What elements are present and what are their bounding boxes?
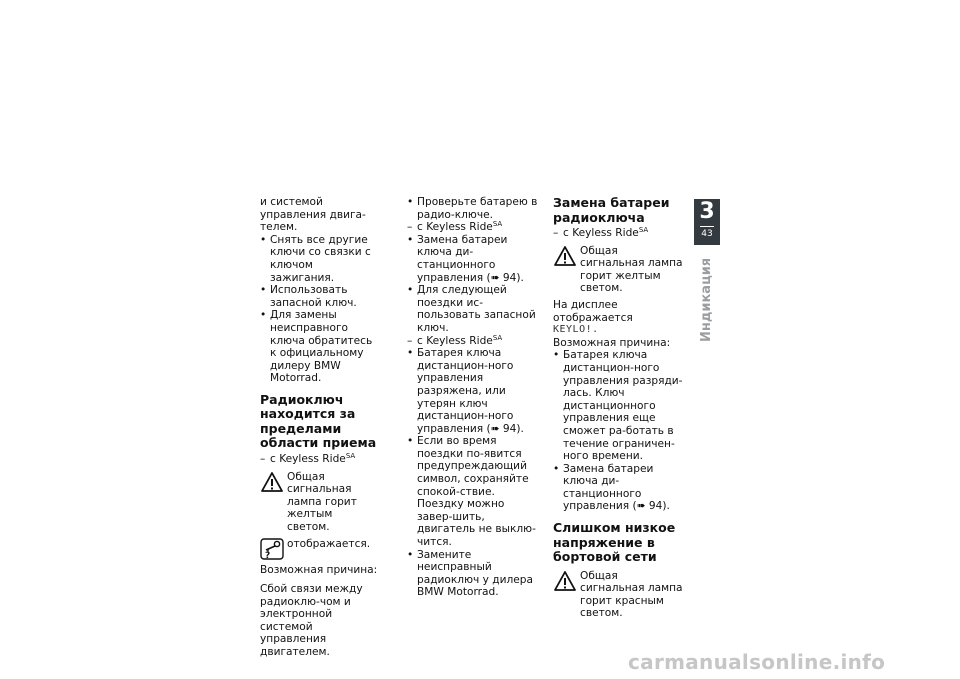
warning-lamp-text: Общая сигнальная лампа горит желтым светом. bbox=[580, 244, 683, 295]
column-1 bbox=[260, 196, 378, 659]
key-symbol-row bbox=[260, 538, 378, 560]
bullet-replace-key-dealer: • Замените неисправный радиоключ у дилера BMW Motorrad. bbox=[407, 549, 541, 599]
display-label: На дисплее отображается bbox=[553, 298, 633, 324]
warning-lamp-red-text: Общая сигнальная лампа горит красным светом. bbox=[580, 569, 683, 620]
keyless-ride-note bbox=[407, 335, 541, 348]
bullet-use-spare-key: • Использовать запасной ключ. bbox=[260, 284, 378, 309]
bullet-next-trip-spare: • Для следующей поездки ис-пользовать запасной ключ. bbox=[407, 284, 541, 334]
keyless-ride-note bbox=[260, 453, 378, 466]
possible-cause-label: Возможная причина: bbox=[260, 564, 378, 577]
sa-superscript: SA bbox=[638, 226, 649, 234]
bullet-battery-discharged: • Батарея ключа дистанцион-ного управления разряжена, или утерян ключ дистанцион-ного управления (➠ 94). bbox=[407, 347, 541, 435]
column-3 bbox=[553, 196, 685, 624]
keyless-ride-label: с Keyless Ride bbox=[417, 334, 493, 347]
chapter-number: 3 bbox=[699, 199, 715, 224]
bullet-replace-battery: • Замена батареи ключа ди-станционного управления (➠ 94). bbox=[553, 463, 685, 513]
column-2 bbox=[407, 196, 541, 599]
keyless-ride-note bbox=[407, 221, 541, 234]
bullet-battery-low: • Батарея ключа дистанцион-ного управления разряди-лась. Ключ дистанционного управления еще сможет ра-ботать в течение ограничен-ного времени. bbox=[553, 349, 685, 462]
sa-superscript: SA bbox=[492, 220, 503, 229]
display-code: KEYLO!. bbox=[553, 324, 599, 336]
svg-text:?: ? bbox=[265, 551, 271, 561]
bullet-contact-dealer: • Для замены неисправного ключа обратитесь к официальному дилеру BMW Motorrad. bbox=[260, 309, 378, 385]
warning-triangle-icon bbox=[553, 245, 577, 267]
side-section-title: Индикация bbox=[699, 257, 714, 342]
key-symbol-text: отображается. bbox=[287, 538, 371, 551]
warning-lamp-row bbox=[260, 471, 378, 534]
sa-superscript: SA bbox=[345, 451, 356, 460]
sa-superscript: SA bbox=[492, 333, 503, 342]
section-heading-out-of-range: Радиоключ находится за пределами области приема bbox=[260, 391, 377, 451]
bullet-remove-keys: • Снять все другие ключи со связки с ключом зажигания. bbox=[260, 234, 378, 284]
warning-lamp-row bbox=[553, 245, 685, 295]
section-heading-battery-replacement: Замена батареи радиоключа bbox=[553, 195, 670, 225]
possible-cause-text: Сбой связи между радиоклю-чом и электронной системой управления двигателем. bbox=[260, 583, 363, 659]
warning-triangle-icon bbox=[260, 471, 284, 493]
keyless-ride-label: с Keyless Ride bbox=[417, 221, 493, 234]
possible-cause-label: Возможная причина: bbox=[553, 336, 671, 349]
section-heading-low-voltage: Слишком низкое напряжение в бортовой сети bbox=[553, 520, 676, 565]
bullet-replace-battery: • Замена батареи ключа ди-станционного управления (➠ 94). bbox=[407, 234, 541, 284]
keyless-ride-label: с Keyless Ride bbox=[563, 227, 639, 239]
warning-lamp-row bbox=[553, 570, 685, 620]
chapter-tab bbox=[694, 199, 720, 245]
bullet-stay-calm: • Если во время поездки по-явится предупреждающий символ, сохраняйте спокой-ствие. Поездку можно завер-шить, двигатель не выклю-чится. bbox=[407, 435, 541, 548]
tab-divider bbox=[700, 226, 714, 227]
bullet-check-battery: • Проверьте батарею в радио-ключе. bbox=[407, 196, 541, 221]
key-question-icon bbox=[260, 538, 284, 560]
warning-lamp-text: Общая сигнальная лампа горит желтым светом. bbox=[287, 470, 357, 533]
keyless-ride-note bbox=[553, 227, 685, 240]
keyless-ride-label: с Keyless Ride bbox=[270, 452, 346, 465]
page-number: 43 bbox=[701, 229, 713, 239]
warning-triangle-icon bbox=[553, 570, 577, 592]
continued-text: и системой управления двига-телем. bbox=[260, 196, 366, 234]
watermark: carmanualsonline.info bbox=[628, 650, 886, 674]
